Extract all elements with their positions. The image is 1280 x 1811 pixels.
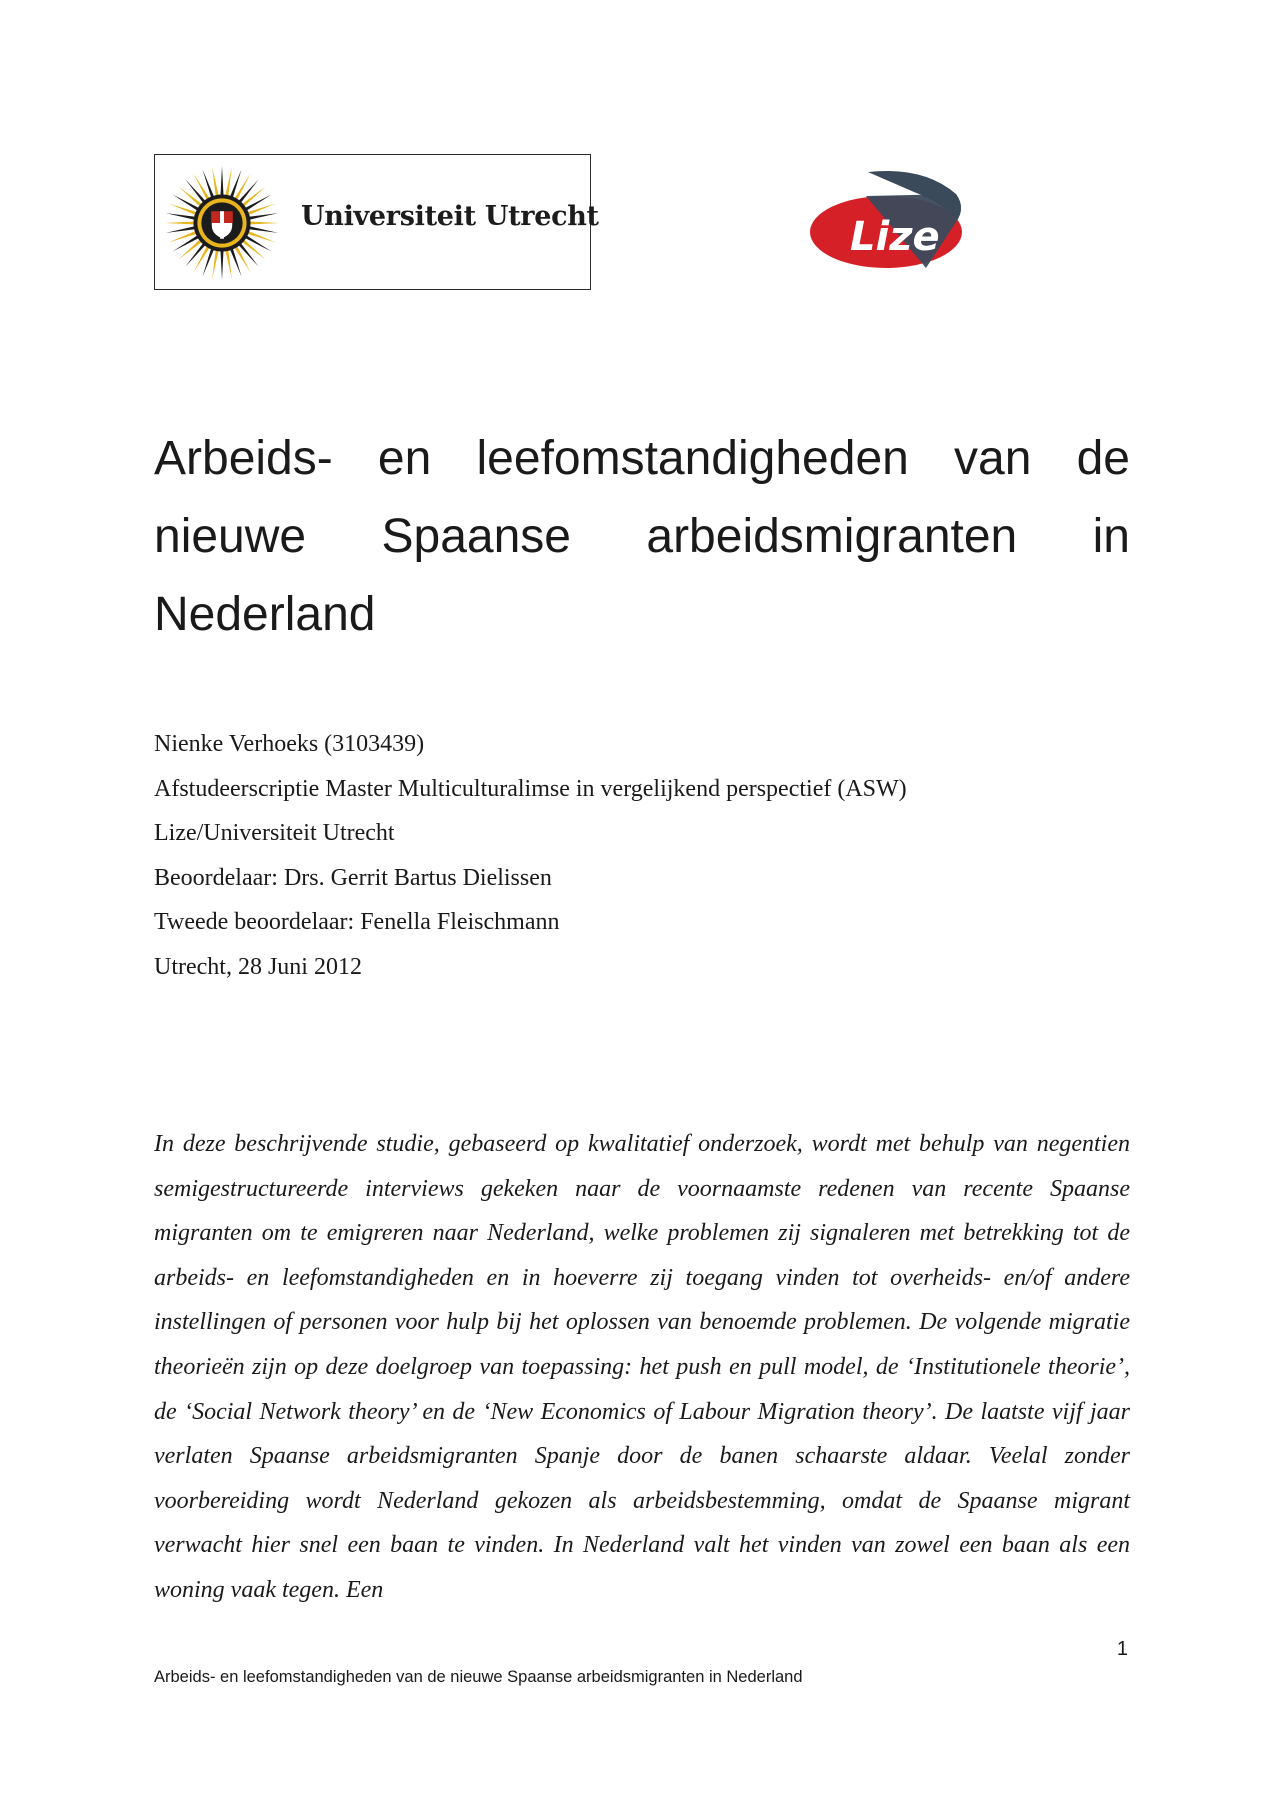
seal-ray — [249, 221, 279, 224]
second-assessor-line: Tweede beoordelaar: Fenella Fleischmann — [154, 909, 560, 935]
seal-ray — [173, 194, 199, 210]
seal-ray — [212, 250, 219, 279]
seal-ray — [212, 167, 219, 196]
running-footer: Arbeids- en leefomstandigheden van de nieuwe Spaanse arbeidsmigranten in Nederland — [154, 1668, 803, 1686]
universiteit-utrecht-logo — [154, 154, 599, 290]
seal-ray — [193, 174, 209, 200]
author-line: Nienke Verhoeks (3103439) — [154, 731, 425, 757]
title-page-meta — [154, 722, 907, 989]
seal-ray — [225, 167, 232, 196]
abstract-paragraph: In deze beschrijvende studie, gebaseerd op kwalitatief onderzoek, wordt met behulp van negentien semigestructureerde interviews gekeken naar de voornaamste redenen van recente Spaanse migranten om te emigreren naar Nederland, welke problemen zij signaleren met betrekking tot de arbeids- en leefomstandigheden en in hoeverre zij toegang vinden tot overheids- en/of andere instellingen of personen voor hulp bij het oplossen van benoemde problemen. De volgende migratie theorieën zijn op deze doelgroep van toepassing: het push en pull model, de ‘Institutionele theorie’, de ‘Social Network theory’ en de ‘New Economics of Labour Migration theory’. De laatste vijf jaar verlaten Spaanse arbeidsmigranten Spanje door de banen schaarste aldaar. Veelal zonder voorbereiding wordt Nederland gekozen als arbeidsbestemming, omdat de Spaanse migrant verwacht hier snel een baan te vinden. In Nederland valt het vinden van zowel een baan als een woning vaak tegen. Een — [154, 1131, 1130, 1603]
seal-ray — [245, 235, 271, 251]
seal-ray — [249, 213, 278, 220]
assessor-line: Beoordelaar: Drs. Gerrit Bartus Dielissen — [154, 864, 552, 891]
seal-ray — [249, 226, 278, 233]
document-title: Arbeids- en leefomstandigheden van de nieuwe Spaanse arbeidsmigranten in Nederland — [154, 432, 1130, 641]
university-name: Universiteit Utrecht — [301, 201, 599, 232]
seal-ray — [234, 246, 250, 272]
page-number: 1 — [1116, 1638, 1128, 1660]
seal-ray — [234, 174, 250, 200]
seal-ray — [166, 226, 195, 233]
seal-ray — [225, 250, 232, 279]
thesis-line: Afstudeerscriptie Master Multiculturalimse in vergelijkend perspectief (ASW) — [154, 775, 907, 802]
seal-ray — [220, 250, 223, 280]
seal-ray — [166, 213, 195, 220]
seal-ray — [220, 166, 223, 196]
place-date-line: Utrecht, 28 Juni 2012 — [154, 953, 362, 980]
lize-wordmark: Lize — [850, 214, 940, 260]
seal-ray — [245, 194, 271, 210]
seal-ray — [173, 235, 199, 251]
seal-ray — [193, 246, 209, 272]
institution-line: Lize/Universiteit Utrecht — [154, 820, 395, 846]
seal-ray — [165, 221, 195, 224]
university-seal-icon — [163, 164, 281, 282]
lize-logo — [806, 164, 966, 288]
